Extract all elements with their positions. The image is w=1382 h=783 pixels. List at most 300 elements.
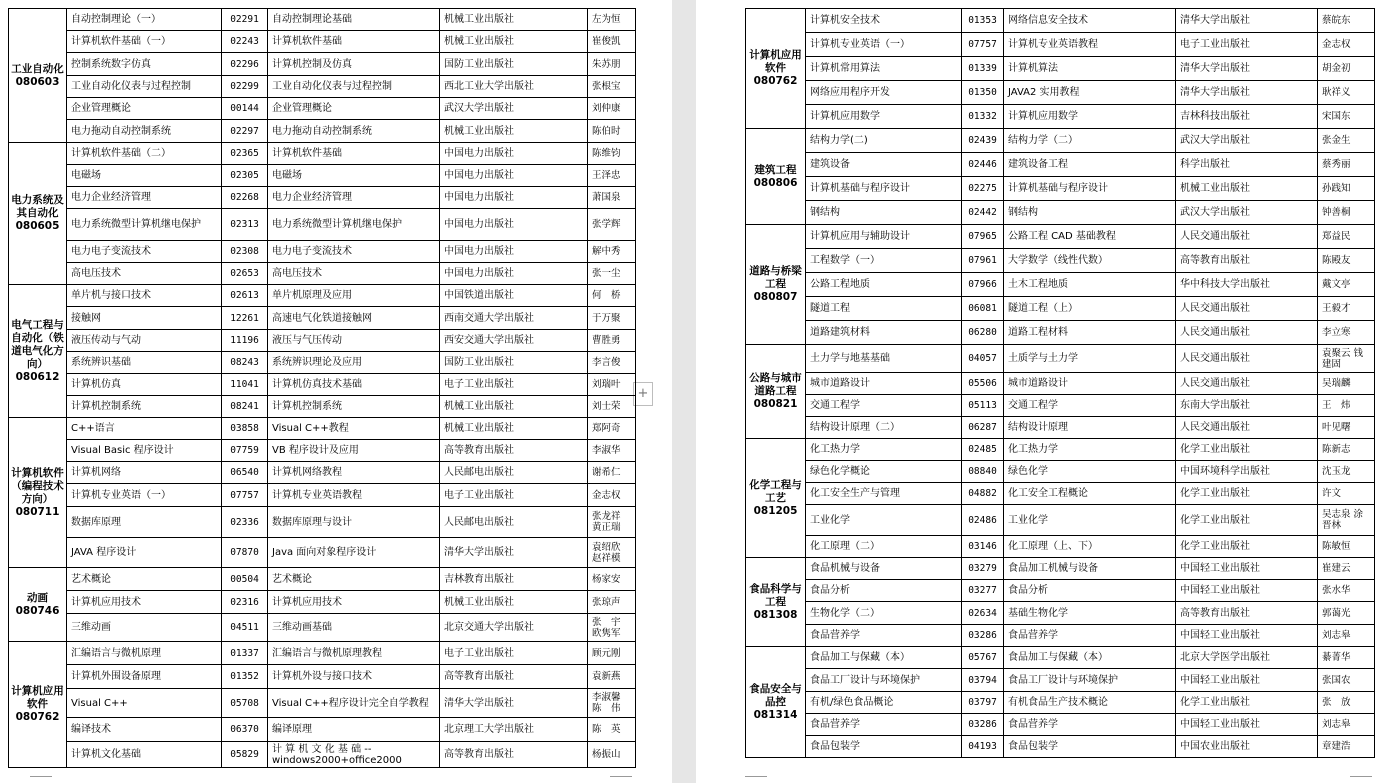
textbook-title: 电力企业经济管理	[268, 187, 440, 209]
course-code: 02297	[222, 120, 268, 143]
textbook-title: 化工原理（上、下）	[1004, 536, 1176, 558]
publisher: 中国环境科学出版社	[1176, 461, 1318, 483]
course-code: 03286	[962, 714, 1004, 736]
course-name: 三维动画	[67, 614, 222, 642]
page-corner-mark	[745, 776, 767, 777]
major-name: 工业自动化 080603	[9, 9, 67, 143]
course-code: 03277	[962, 580, 1004, 602]
author: 郑阿奇	[588, 418, 636, 440]
course-name: 绿色化学概论	[806, 461, 962, 483]
publisher: 国防工业出版社	[440, 352, 588, 374]
table-row	[746, 483, 1375, 505]
publisher: 人民交通出版社	[1176, 345, 1318, 373]
course-name: 计算机网络	[67, 462, 222, 484]
table-row	[746, 345, 1375, 373]
major-name: 计算机软件（编程技术方向） 080711	[9, 418, 67, 568]
publisher: 人民邮电出版社	[440, 462, 588, 484]
course-name: 计算机安全技术	[806, 9, 962, 33]
course-name: 数据库原理	[67, 507, 222, 538]
course-code: 06540	[222, 462, 268, 484]
course-name: 钢结构	[806, 201, 962, 225]
course-code: 08840	[962, 461, 1004, 483]
publisher: 高等教育出版社	[440, 665, 588, 689]
table-row	[746, 395, 1375, 417]
course-code: 03279	[962, 558, 1004, 580]
textbook-title: JAVA2 实用教程	[1004, 81, 1176, 105]
table-row	[746, 225, 1375, 249]
publisher: 中国电力出版社	[440, 165, 588, 187]
major-name: 建筑工程 080806	[746, 129, 806, 225]
major-name: 公路与城市道路工程 080821	[746, 345, 806, 439]
author: 刘士荣	[588, 396, 636, 418]
table-row	[746, 461, 1375, 483]
author: 张 宇 欧隽军	[588, 614, 636, 642]
table-row	[9, 209, 636, 241]
course-name: 高电压技术	[67, 263, 222, 285]
table-row	[9, 418, 636, 440]
textbook-title: 计算机仿真技术基础	[268, 374, 440, 396]
course-code: 01350	[962, 81, 1004, 105]
textbook-title: 结构设计原理	[1004, 417, 1176, 439]
course-code: 11196	[222, 330, 268, 352]
textbook-title: 电力拖动自动控制系统	[268, 120, 440, 143]
course-name: 有机/绿色食品概论	[806, 692, 962, 714]
publisher: 电子工业出版社	[1176, 33, 1318, 57]
textbook-title: 电力电子变流技术	[268, 241, 440, 263]
textbook-title: 公路工程 CAD 基础教程	[1004, 225, 1176, 249]
table-row	[9, 263, 636, 285]
course-code: 12261	[222, 307, 268, 330]
author: 吴瑞麟	[1318, 373, 1375, 395]
textbook-title: 食品分析	[1004, 580, 1176, 602]
publisher: 人民交通出版社	[1176, 321, 1318, 345]
textbook-title: 计算机专业英语教程	[1004, 33, 1176, 57]
author: 郑益民	[1318, 225, 1375, 249]
author: 陈维钧	[588, 143, 636, 165]
table-row	[746, 177, 1375, 201]
publisher: 电子工业出版社	[440, 642, 588, 665]
course-code: 05506	[962, 373, 1004, 395]
course-code: 07757	[962, 33, 1004, 57]
table-row	[746, 417, 1375, 439]
publisher: 人民交通出版社	[1176, 225, 1318, 249]
table-row	[9, 120, 636, 143]
table-row	[746, 57, 1375, 81]
publisher: 机械工业出版社	[440, 9, 588, 31]
course-code: 07870	[222, 538, 268, 568]
course-table-left	[8, 8, 636, 768]
textbook-title: 隧道工程（上）	[1004, 297, 1176, 321]
course-name: 计算机软件基础（二）	[67, 143, 222, 165]
textbook-title: 计算机外设与接口技术	[268, 665, 440, 689]
table-row	[9, 742, 636, 768]
textbook-title: 交通工程学	[1004, 395, 1176, 417]
textbook-title: 计算机网络教程	[268, 462, 440, 484]
course-name: 计算机外围设备原理	[67, 665, 222, 689]
author: 金志权	[1318, 33, 1375, 57]
textbook-title: 计算机应用技术	[268, 591, 440, 614]
textbook-title: 结构力学（二）	[1004, 129, 1176, 153]
publisher: 西南交通大学出版社	[440, 307, 588, 330]
publisher: 北京理工大学出版社	[440, 718, 588, 742]
course-name: 食品包装学	[806, 736, 962, 758]
author: 杨家安	[588, 568, 636, 591]
table-row	[746, 558, 1375, 580]
publisher: 化学工业出版社	[1176, 692, 1318, 714]
author: 张学辉	[588, 209, 636, 241]
author: 谢希仁	[588, 462, 636, 484]
publisher: 人民交通出版社	[1176, 297, 1318, 321]
author: 綦菁华	[1318, 647, 1375, 669]
course-code: 07965	[962, 225, 1004, 249]
author: 戴文亭	[1318, 273, 1375, 297]
publisher: 中国轻工业出版社	[1176, 625, 1318, 647]
author: 张水华	[1318, 580, 1375, 602]
author: 金志权	[588, 484, 636, 507]
publisher: 机械工业出版社	[440, 120, 588, 143]
author: 萧国泉	[588, 187, 636, 209]
table-row	[746, 33, 1375, 57]
publisher: 武汉大学出版社	[440, 98, 588, 120]
author: 蔡秀丽	[1318, 153, 1375, 177]
publisher: 西安交通大学出版社	[440, 330, 588, 352]
author: 李言俊	[588, 352, 636, 374]
course-code: 06280	[962, 321, 1004, 345]
table-row	[9, 374, 636, 396]
course-name: 编译技术	[67, 718, 222, 742]
textbook-title: 数据库原理与设计	[268, 507, 440, 538]
table-row	[746, 153, 1375, 177]
table-row	[9, 241, 636, 263]
textbook-title: 高速电气化铁道接触网	[268, 307, 440, 330]
author: 袁绍欣 赵祥模	[588, 538, 636, 568]
course-code: 00504	[222, 568, 268, 591]
major-name: 电气工程与自动化（铁道电气化方向） 080612	[9, 285, 67, 418]
course-code: 02305	[222, 165, 268, 187]
course-code: 04057	[962, 345, 1004, 373]
course-name: 电力电子变流技术	[67, 241, 222, 263]
textbook-title: 食品营养学	[1004, 625, 1176, 647]
table-row	[746, 536, 1375, 558]
publisher: 中国电力出版社	[440, 263, 588, 285]
author: 杨振山	[588, 742, 636, 768]
course-name: 工业自动化仪表与过程控制	[67, 76, 222, 98]
table-row	[746, 647, 1375, 669]
add-page-icon[interactable]: +	[633, 382, 653, 406]
textbook-title: 计算机软件基础	[268, 31, 440, 53]
course-name: 控制系统数字仿真	[67, 53, 222, 76]
course-name: JAVA 程序设计	[67, 538, 222, 568]
author: 顾元刚	[588, 642, 636, 665]
author: 沈玉龙	[1318, 461, 1375, 483]
page-corner-mark	[30, 776, 52, 777]
course-name: 食品营养学	[806, 714, 962, 736]
table-row	[746, 9, 1375, 33]
table-row	[9, 462, 636, 484]
course-name: 城市道路设计	[806, 373, 962, 395]
textbook-title: Visual C++教程	[268, 418, 440, 440]
textbook-title: 工业化学	[1004, 505, 1176, 536]
course-name: 食品分析	[806, 580, 962, 602]
textbook-title: 化工热力学	[1004, 439, 1176, 461]
publisher: 华中科技大学出版社	[1176, 273, 1318, 297]
publisher: 化学工业出版社	[1176, 483, 1318, 505]
author: 耿祥义	[1318, 81, 1375, 105]
course-name: 化工安全生产与管理	[806, 483, 962, 505]
course-code: 02613	[222, 285, 268, 307]
author: 陈新志	[1318, 439, 1375, 461]
course-name: Visual C++	[67, 689, 222, 718]
course-name: 企业管理概论	[67, 98, 222, 120]
author: 宋国东	[1318, 105, 1375, 129]
course-name: 接触网	[67, 307, 222, 330]
publisher: 人民交通出版社	[1176, 417, 1318, 439]
publisher: 电子工业出版社	[440, 484, 588, 507]
table-row	[746, 736, 1375, 758]
table-row	[746, 625, 1375, 647]
textbook-title: 企业管理概论	[268, 98, 440, 120]
publisher: 中国电力出版社	[440, 143, 588, 165]
table-row	[9, 53, 636, 76]
table-row	[9, 689, 636, 718]
author: 郭蔼光	[1318, 602, 1375, 625]
page-gap	[672, 0, 696, 783]
table-row	[9, 538, 636, 568]
publisher: 电子工业出版社	[440, 374, 588, 396]
publisher: 中国轻工业出版社	[1176, 558, 1318, 580]
textbook-title: 食品工厂设计与环境保护	[1004, 669, 1176, 692]
course-code: 02268	[222, 187, 268, 209]
author: 陈 英	[588, 718, 636, 742]
author: 孙践知	[1318, 177, 1375, 201]
author: 朱苏朋	[588, 53, 636, 76]
course-name: 土力学与地基基础	[806, 345, 962, 373]
textbook-title: 计算机软件基础	[268, 143, 440, 165]
course-code: 02275	[962, 177, 1004, 201]
course-code: 07759	[222, 440, 268, 462]
publisher: 高等教育出版社	[1176, 249, 1318, 273]
course-name: 计算机控制系统	[67, 396, 222, 418]
table-row	[746, 249, 1375, 273]
table-row	[9, 591, 636, 614]
table-row	[9, 187, 636, 209]
textbook-title: 基础生物化学	[1004, 602, 1176, 625]
publisher: 吉林教育出版社	[440, 568, 588, 591]
author: 张琼声	[588, 591, 636, 614]
major-name: 电力系统及其自动化 080605	[9, 143, 67, 285]
publisher: 中国电力出版社	[440, 241, 588, 263]
course-name: 公路工程地质	[806, 273, 962, 297]
course-code: 02336	[222, 507, 268, 538]
publisher: 北京大学医学出版社	[1176, 647, 1318, 669]
course-code: 02291	[222, 9, 268, 31]
course-code: 03797	[962, 692, 1004, 714]
course-code: 08243	[222, 352, 268, 374]
publisher: 清华大学出版社	[440, 689, 588, 718]
author: 袁聚云 钱建固	[1318, 345, 1375, 373]
author: 袁新燕	[588, 665, 636, 689]
course-code: 01332	[962, 105, 1004, 129]
textbook-title: 食品营养学	[1004, 714, 1176, 736]
publisher: 机械工业出版社	[1176, 177, 1318, 201]
publisher: 中国轻工业出版社	[1176, 669, 1318, 692]
publisher: 化学工业出版社	[1176, 439, 1318, 461]
major-name: 计算机应用软件 080762	[746, 9, 806, 129]
publisher: 化学工业出版社	[1176, 536, 1318, 558]
publisher: 中国农业出版社	[1176, 736, 1318, 758]
course-code: 05708	[222, 689, 268, 718]
publisher: 中国轻工业出版社	[1176, 714, 1318, 736]
table-row	[746, 321, 1375, 345]
textbook-title: 汇编语言与微机原理教程	[268, 642, 440, 665]
course-code: 00144	[222, 98, 268, 120]
course-code: 02486	[962, 505, 1004, 536]
author: 刘志皋	[1318, 714, 1375, 736]
table-row	[9, 165, 636, 187]
course-code: 07966	[962, 273, 1004, 297]
table-row	[9, 440, 636, 462]
course-name: 化工原理（二）	[806, 536, 962, 558]
table-row	[746, 273, 1375, 297]
publisher: 人民交通出版社	[1176, 373, 1318, 395]
publisher: 武汉大学出版社	[1176, 129, 1318, 153]
textbook-title: 计算机基础与程序设计	[1004, 177, 1176, 201]
course-code: 01337	[222, 642, 268, 665]
course-code: 05829	[222, 742, 268, 768]
author: 钟善桐	[1318, 201, 1375, 225]
course-code: 02299	[222, 76, 268, 98]
course-code: 06081	[962, 297, 1004, 321]
author: 陈殿友	[1318, 249, 1375, 273]
textbook-title: 三维动画基础	[268, 614, 440, 642]
course-name: 工程数学（一）	[806, 249, 962, 273]
publisher: 化学工业出版社	[1176, 505, 1318, 536]
publisher: 人民邮电出版社	[440, 507, 588, 538]
table-row	[9, 330, 636, 352]
course-code: 06370	[222, 718, 268, 742]
major-name: 食品科学与工程 081308	[746, 558, 806, 647]
table-row	[9, 307, 636, 330]
author: 刘仲康	[588, 98, 636, 120]
course-code: 02442	[962, 201, 1004, 225]
publisher: 机械工业出版社	[440, 591, 588, 614]
textbook-title: 计算机控制及仿真	[268, 53, 440, 76]
course-name: 交通工程学	[806, 395, 962, 417]
course-name: 计算机基础与程序设计	[806, 177, 962, 201]
author: 张根宝	[588, 76, 636, 98]
course-code: 03286	[962, 625, 1004, 647]
author: 张国农	[1318, 669, 1375, 692]
textbook-title: 计算机应用数学	[1004, 105, 1176, 129]
textbook-title: Java 面向对象程序设计	[268, 538, 440, 568]
textbook-title: 道路工程材料	[1004, 321, 1176, 345]
course-code: 03794	[962, 669, 1004, 692]
course-code: 02653	[222, 263, 268, 285]
author: 王毅才	[1318, 297, 1375, 321]
course-name: 计算机应用数学	[806, 105, 962, 129]
table-row	[746, 297, 1375, 321]
author: 张龙祥 黄正瑞	[588, 507, 636, 538]
textbook-title: 单片机原理及应用	[268, 285, 440, 307]
textbook-title: 化工安全工程概论	[1004, 483, 1176, 505]
course-code: 02313	[222, 209, 268, 241]
course-name: 计算机专业英语（一）	[806, 33, 962, 57]
course-name: 食品加工与保藏（本）	[806, 647, 962, 669]
course-name: 隧道工程	[806, 297, 962, 321]
publisher: 国防工业出版社	[440, 53, 588, 76]
course-name: 食品营养学	[806, 625, 962, 647]
course-name: 计算机仿真	[67, 374, 222, 396]
table-row	[9, 9, 636, 31]
course-name: 化工热力学	[806, 439, 962, 461]
author: 刘瑞叶	[588, 374, 636, 396]
table-row	[746, 505, 1375, 536]
table-row	[9, 285, 636, 307]
table-row	[746, 81, 1375, 105]
publisher: 中国铁道出版社	[440, 285, 588, 307]
page-corner-mark	[610, 776, 632, 777]
publisher: 中国电力出版社	[440, 209, 588, 241]
course-code: 03146	[962, 536, 1004, 558]
publisher: 科学出版社	[1176, 153, 1318, 177]
table-row	[9, 396, 636, 418]
course-code: 02485	[962, 439, 1004, 461]
course-code: 07961	[962, 249, 1004, 273]
course-name: 电力系统微型计算机继电保护	[67, 209, 222, 241]
course-code: 02243	[222, 31, 268, 53]
table-row	[746, 105, 1375, 129]
publisher: 高等教育出版社	[1176, 602, 1318, 625]
author: 刘志皋	[1318, 625, 1375, 647]
publisher: 机械工业出版社	[440, 418, 588, 440]
textbook-title: 计 算 机 文 化 基 础 --windows2000+office2000	[268, 742, 440, 768]
textbook-title: 电磁场	[268, 165, 440, 187]
course-name: 结构力学(二)	[806, 129, 962, 153]
publisher: 机械工业出版社	[440, 396, 588, 418]
table-row	[746, 580, 1375, 602]
course-name: 计算机文化基础	[67, 742, 222, 768]
course-code: 04882	[962, 483, 1004, 505]
textbook-title: 艺术概论	[268, 568, 440, 591]
publisher: 吉林科技出版社	[1176, 105, 1318, 129]
major-name: 计算机应用软件 080762	[9, 642, 67, 768]
course-name: 食品工厂设计与环境保护	[806, 669, 962, 692]
textbook-title: 食品加工与保藏（本）	[1004, 647, 1176, 669]
author: 陈伯时	[588, 120, 636, 143]
textbook-title: 食品加工机械与设备	[1004, 558, 1176, 580]
author: 崔建云	[1318, 558, 1375, 580]
publisher: 东南大学出版社	[1176, 395, 1318, 417]
course-name: 道路建筑材料	[806, 321, 962, 345]
course-name: 建筑设备	[806, 153, 962, 177]
publisher: 清华大学出版社	[1176, 9, 1318, 33]
table-row	[9, 76, 636, 98]
textbook-title: 食品包装学	[1004, 736, 1176, 758]
table-row	[9, 507, 636, 538]
major-name: 动画 080746	[9, 568, 67, 642]
textbook-title: 计算机专业英语教程	[268, 484, 440, 507]
textbook-title: 钢结构	[1004, 201, 1176, 225]
author: 叶见曙	[1318, 417, 1375, 439]
table-row	[9, 484, 636, 507]
course-name: 系统辨识基础	[67, 352, 222, 374]
author: 李立寒	[1318, 321, 1375, 345]
course-code: 06287	[962, 417, 1004, 439]
course-code: 01339	[962, 57, 1004, 81]
author: 吴志泉 涂晋林	[1318, 505, 1375, 536]
publisher: 武汉大学出版社	[1176, 201, 1318, 225]
course-table-right	[745, 8, 1375, 758]
